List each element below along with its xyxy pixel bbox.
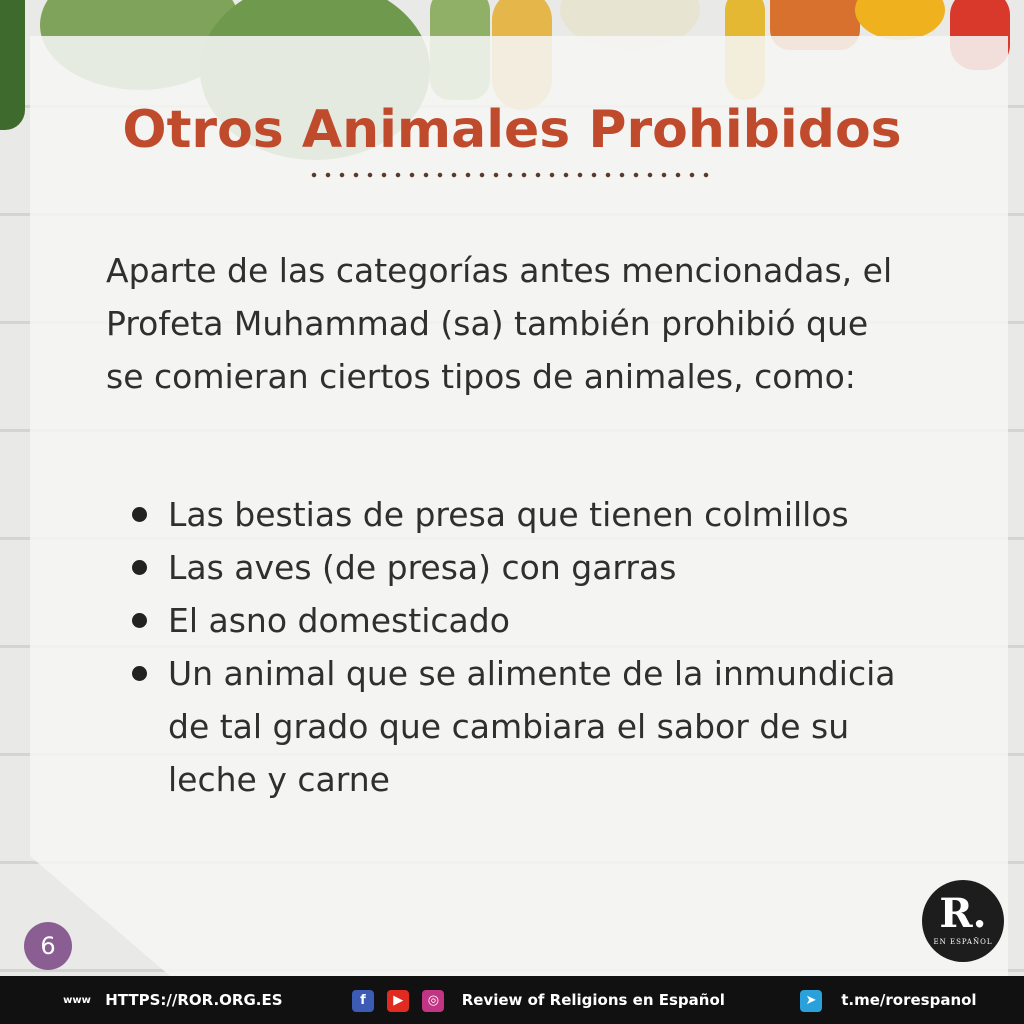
list-item: Un animal que se alimente de la inmundicia de tal grado que cambiara el sabor de su leche y carne bbox=[128, 647, 928, 806]
telegram-text: t.me/rorespanol bbox=[841, 991, 977, 1009]
bullet-icon bbox=[132, 560, 147, 575]
facebook-icon[interactable]: f bbox=[352, 990, 374, 1012]
bullet-icon bbox=[132, 613, 147, 628]
youtube-icon[interactable]: ▶ bbox=[387, 990, 409, 1012]
globe-icon: www bbox=[63, 994, 91, 1006]
prohibited-animals-list bbox=[128, 488, 928, 806]
bullet-icon bbox=[132, 507, 147, 522]
website-link[interactable] bbox=[62, 976, 283, 1024]
bullet-icon bbox=[132, 666, 147, 681]
list-item: Las aves (de presa) con garras bbox=[128, 541, 928, 594]
logo-mark: R. bbox=[939, 890, 987, 937]
list-item: Las bestias de presa que tienen colmillos bbox=[128, 488, 928, 541]
telegram-link[interactable] bbox=[800, 976, 977, 1024]
instagram-icon[interactable]: ◎ bbox=[422, 990, 444, 1012]
footer-bar bbox=[0, 976, 1024, 1024]
website-text: HTTPS://ROR.ORG.ES bbox=[105, 991, 283, 1009]
intro-paragraph: Aparte de las categorías antes mencionadas, el Profeta Muhammad (sa) también prohibió que se comieran ciertos tipos de animales, como: bbox=[106, 251, 893, 396]
pepper-image bbox=[855, 0, 945, 40]
page-title: Otros Animales Prohibidos bbox=[122, 100, 902, 160]
social-links bbox=[352, 976, 725, 1024]
ror-logo bbox=[922, 880, 1004, 962]
page-number-badge: 6 bbox=[24, 922, 72, 970]
title-dotted-divider bbox=[307, 168, 717, 182]
logo-subtitle: EN ESPAÑOL bbox=[933, 938, 993, 946]
list-item: El asno domesticado bbox=[128, 594, 928, 647]
telegram-icon: ➤ bbox=[800, 990, 822, 1012]
social-name: Review of Religions en Español bbox=[461, 991, 725, 1009]
